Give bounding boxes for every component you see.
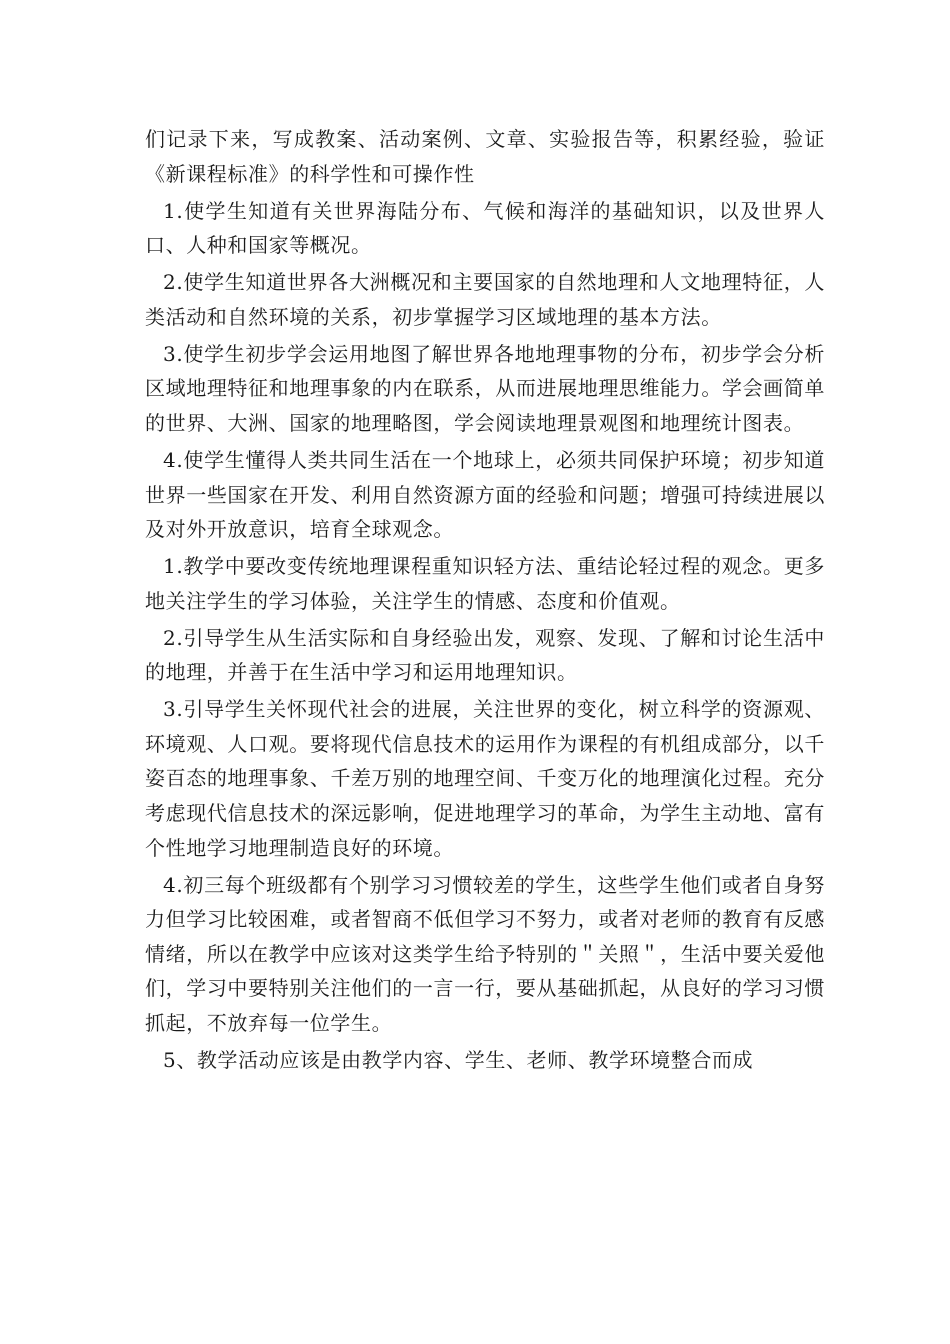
paragraph-method-1: 1.教学中要改变传统地理课程重知识轻方法、重结论轻过程的观念。更多地关注学生的学习体验，关注学生的情感、态度和价值观。 <box>145 554 825 613</box>
paragraph-goal-1: 1.使学生知道有关世界海陆分布、气候和海洋的基础知识，以及世界人口、人种和国家等概况。 <box>145 198 825 258</box>
paragraph-goal-2: 2.使学生知道世界各大洲概况和主要国家的自然地理和人文地理特征，人类活动和自然环境的关系，初步掌握学习区域地理的基本方法。 <box>145 270 825 329</box>
paragraph-method-4: 4.初三每个班级都有个别学习习惯较差的学生，这些学生他们或者自身努力但学习比较困难，或者智商不低但学习不努力，或者对老师的教育有反感情绪，所以在教学中应该对这类学生给予特别的＂关照＂，生活中要关爱他们，学习中要特别关注他们的一言一行，要从基础抓起，从良好的学习习惯抓起，不放弃每一位学生。 <box>145 872 825 1035</box>
paragraph-method-3: 3.引导学生关怀现代社会的进展，关注世界的变化，树立科学的资源观、环境观、人口观。要将现代信息技术的运用作为课程的有机组成部分，以千姿百态的地理事象、千差万别的地理空间、千变万化的地理演化过程。充分考虑现代信息技术的深远影响，促进地理学习的革命，为学生主动地、富有个性地学习地理制造良好的环境。 <box>145 697 825 860</box>
paragraph-method-2: 2.引导学生从生活实际和自身经验出发，观察、发现、了解和讨论生活中的地理，并善于在生活中学习和运用地理知识。 <box>145 625 825 685</box>
paragraph-goal-4: 4.使学生懂得人类共同生活在一个地球上，必须共同保护环境；初步知道世界一些国家在开发、利用自然资源方面的经验和问题；增强可持续进展以及对外开放意识，培育全球观念。 <box>145 447 825 542</box>
paragraph-continuation: 们记录下来，写成教案、活动案例、文章、实验报告等，积累经验，验证《新课程标准》的科学性和可操作性 <box>145 127 825 186</box>
paragraph-goal-3: 3.使学生初步学会运用地图了解世界各地地理事物的分布，初步学会分析区域地理特征和地理事象的内在联系，从而进展地理思维能力。学会画简单的世界、大洲、国家的地理略图，学会阅读地理景观图和地理统计图表。 <box>145 341 825 435</box>
document-body <box>145 122 825 1080</box>
paragraph-method-5: 5、教学活动应该是由教学内容、学生、老师、教学环境整合而成 <box>163 1047 754 1072</box>
